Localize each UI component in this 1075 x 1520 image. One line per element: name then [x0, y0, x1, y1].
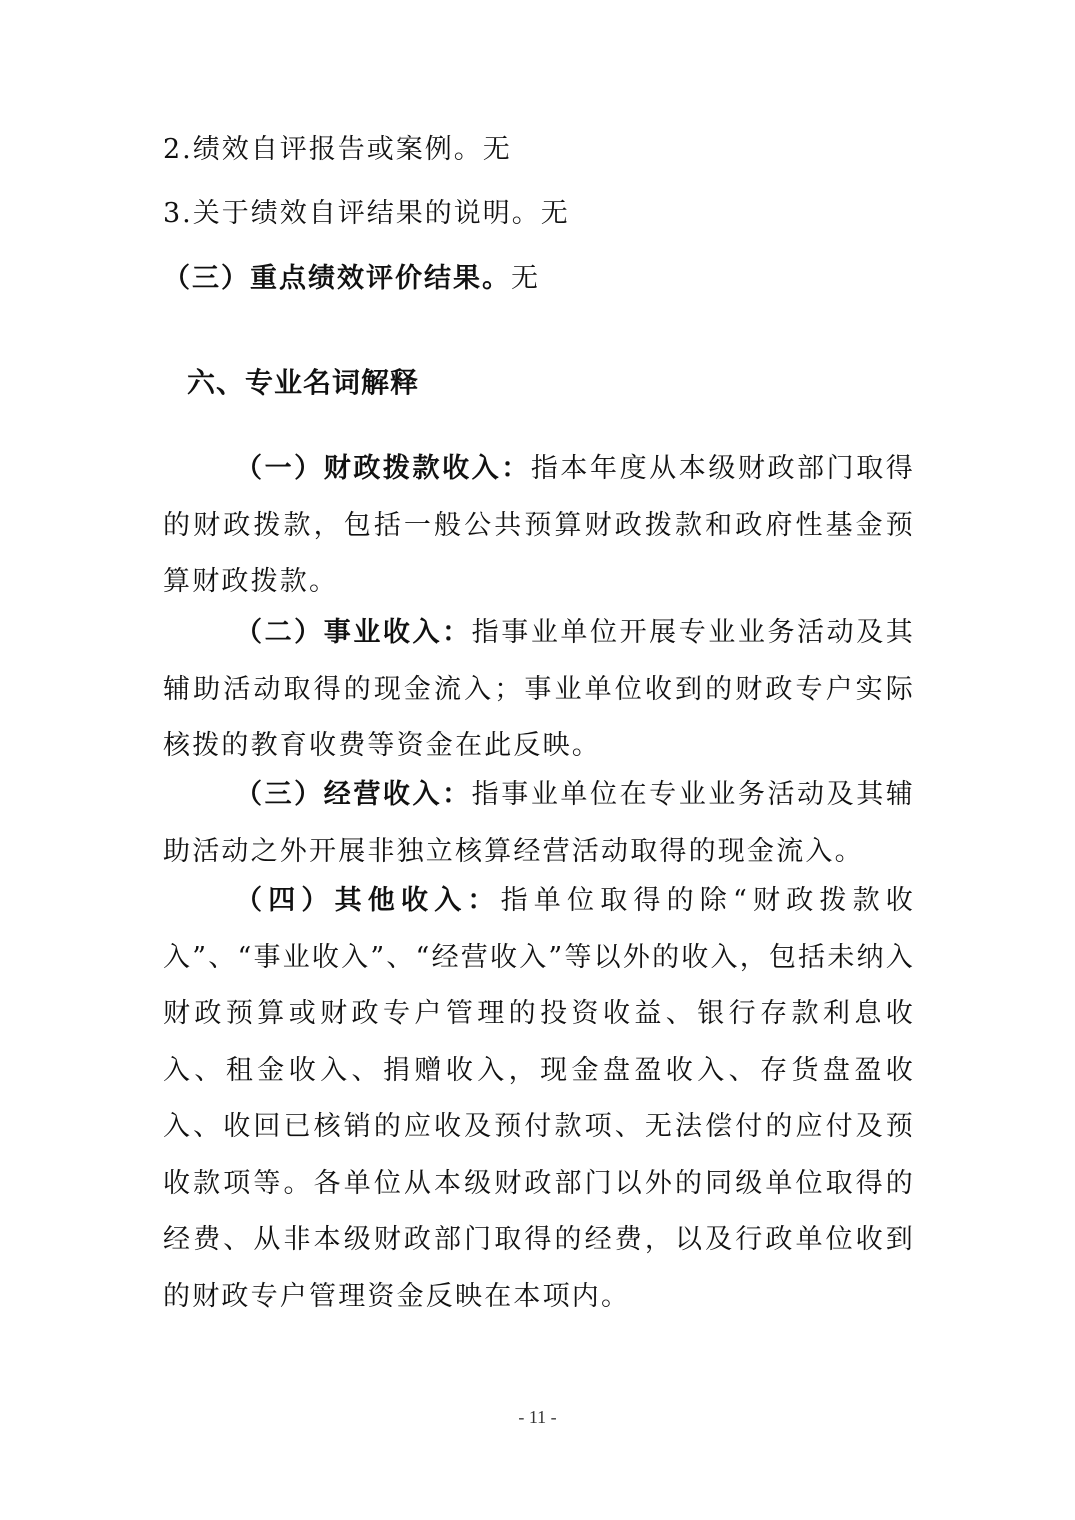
chapter-6-heading: 六、专业名词解释: [187, 366, 420, 399]
section-3-title: （三）重点绩效评价结果。: [163, 263, 511, 294]
definition-text: 指单位取得的除“财政拨款收入”、“事业收入”、“经营收入”等以外的收入，包括未纳入财政预算或财政专户管理的投资收益、银行存款利息收入、租金收入、捐赠收入，现金盘盈收入、存货盘盈收入、收回已核销的应收及预付款项、无法偿付的应付及预收款项等。各单位从本级财政部门以外的同级单位取得的经费、从非本级财政部门取得的经费，以及行政单位收到的财政专户管理资金反映在本项内。: [163, 885, 915, 1312]
definition-term: （四）其他收入：: [235, 885, 501, 916]
definition-term: （一）财政拨款收入：: [235, 453, 531, 484]
definition-text: 指本年度从本级财政部门取得的财政拨款，包括一般公共预算财政拨款和政府性基金预算财政拨款。: [163, 453, 916, 597]
page-number: - 11 -: [518, 1407, 557, 1427]
definition-text: 指事业单位开展专业业务活动及其辅助活动取得的现金流入；事业单位收到的财政专户实际核拨的教育收费等资金在此反映。: [163, 617, 915, 761]
item-2-line: 2.绩效自评报告或案例。无: [163, 134, 512, 165]
definition-text: 指事业单位在专业业务活动及其辅助活动之外开展非独立核算经营活动取得的现金流入。: [163, 779, 915, 867]
definition-operating-income: [163, 767, 915, 880]
definition-fiscal-appropriation: [163, 441, 915, 611]
definition-term: （二）事业收入：: [235, 617, 472, 648]
definition-term: （三）经营收入：: [235, 779, 472, 810]
section-3-value: 无: [511, 263, 540, 294]
section-3-line: [163, 262, 540, 296]
item-3-line: 3.关于绩效自评结果的说明。无: [163, 198, 570, 229]
definition-other-income: [163, 873, 915, 1325]
definition-business-income: [163, 605, 915, 775]
